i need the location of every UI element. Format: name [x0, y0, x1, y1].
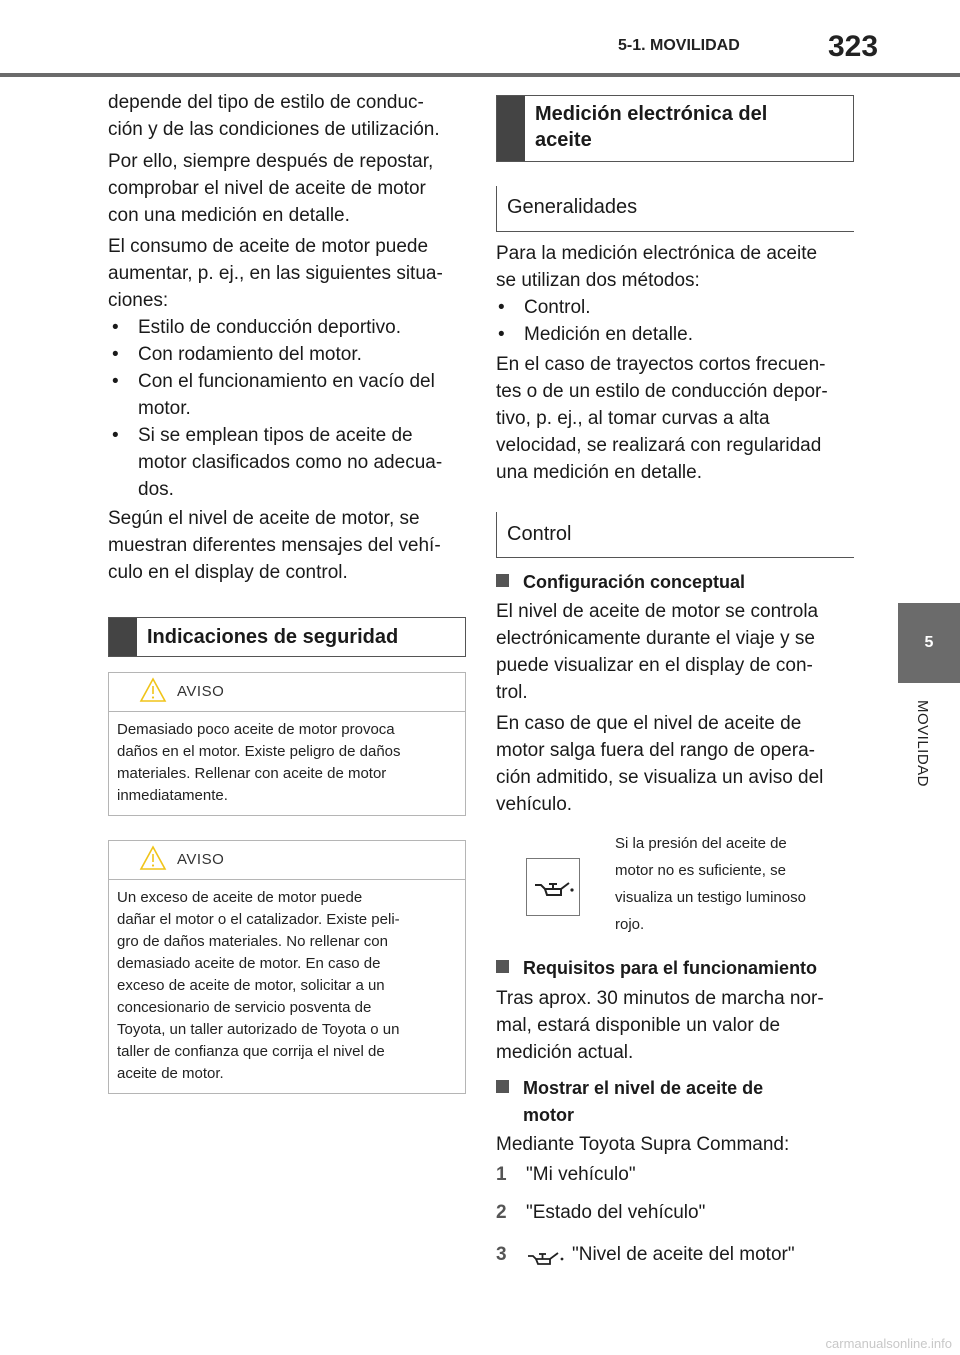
- page-number: 323: [828, 30, 879, 63]
- left-paragraph-1: depende del tipo de estilo de conduc- ción y de las condiciones de utilización.: [108, 92, 440, 140]
- chapter-label: MOVILIDAD: [914, 700, 931, 788]
- section-title: 5-1. MOVILIDAD: [618, 37, 740, 54]
- warning-title: AVISO: [177, 851, 225, 868]
- left-paragraph-3: El consumo de aceite de motor puede aumentar, p. ej., en las siguientes situa- ciones:: [108, 236, 443, 311]
- warning-text: Demasiado poco aceite de motor provoca daños en el motor. Existe peligro de daños materiales. Rellenar con aceite de motor inmediatamente.: [117, 721, 401, 804]
- oil-can-icon: [526, 1244, 572, 1268]
- right-paragraph-3: El nivel de aceite de motor se controla electrónicamente durante el viaje y se puede visualizar en el display de con- trol.: [496, 601, 819, 703]
- step-item: 1 "Mi vehículo": [496, 1164, 636, 1185]
- warning-title: AVISO: [177, 683, 225, 700]
- left-paragraph-4: Según el nivel de aceite de motor, se muestran diferentes mensajes del vehí- culo en el display de control.: [108, 508, 441, 583]
- warning-triangle-icon: [139, 677, 167, 703]
- oil-pressure-icon-box: [526, 858, 580, 916]
- subsection-requisitos: Requisitos para el funcionamiento: [496, 955, 856, 982]
- subheading-generalidades: Generalidades: [507, 196, 638, 218]
- oil-pressure-note: Si la presión del aceite de motor no es suficiente, se visualiza un testigo luminoso rojo.: [615, 835, 806, 933]
- watermark: carmanualsonline.info: [825, 1336, 952, 1351]
- right-paragraph-1: Para la medición electrónica de aceite se utilizan dos métodos:: [496, 243, 818, 291]
- warning-text: Un exceso de aceite de motor puede dañar el motor o el catalizador. Existe peli- gro de daños materiales. No rellenar con demasiado aceite de motor. En caso de exceso de aceite de motor, solicitar a un concesionario de servicio posventa de Toyota, un taller autorizado de Toyota o un taller de confianza que corrija el nivel de aceite de motor.: [117, 889, 400, 1082]
- subsection-configuracion: Configuración conceptual: [496, 569, 856, 596]
- header-rule: [0, 73, 960, 77]
- main-heading-box: [496, 95, 854, 162]
- subheading-control: Control: [507, 523, 572, 545]
- step-item: 3 "Nivel de aceite del motor": [496, 1244, 856, 1271]
- warning-box: [108, 672, 466, 816]
- right-paragraph-4: En caso de que el nivel de aceite de motor salga fuera del rango de opera- ción admitido, se visualiza un aviso del vehículo.: [496, 713, 824, 815]
- right-paragraph-6: Mediante Toyota Supra Command:: [496, 1134, 790, 1155]
- main-heading: Medición electrónica del aceite: [535, 103, 768, 151]
- subsection-mostrar: Mostrar el nivel de aceite de motor: [496, 1075, 856, 1129]
- warning-box: [108, 840, 466, 1094]
- right-paragraph-5: Tras aprox. 30 minutos de marcha nor- mal, estará disponible un valor de medición actual.: [496, 988, 824, 1063]
- chapter-tab: 5: [898, 603, 960, 683]
- left-paragraph-2: Por ello, siempre después de repostar, comprobar el nivel de aceite de motor con una medición en detalle.: [108, 151, 434, 226]
- step-item: 2 "Estado del vehículo": [496, 1202, 706, 1223]
- right-paragraph-2: En el caso de trayectos cortos frecuen- tes o de un estilo de conducción depor- tivo, p. ej., al tomar curvas a alta velocidad, se realizará con regularidad una medición en detalle.: [496, 354, 828, 483]
- safety-heading-box: [108, 617, 466, 657]
- warning-triangle-icon: [139, 845, 167, 871]
- oil-can-icon: [527, 859, 579, 915]
- safety-heading: Indicaciones de seguridad: [147, 626, 399, 648]
